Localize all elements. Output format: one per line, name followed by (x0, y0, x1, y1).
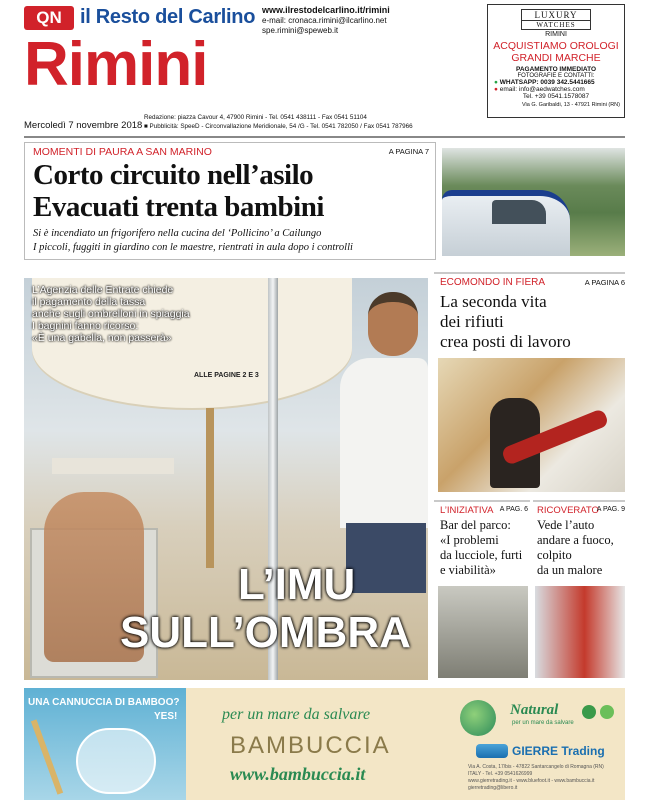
eco-badge-icon (582, 705, 596, 719)
side-story-rule (434, 272, 625, 274)
man-shirt (340, 358, 428, 528)
story-left-page-ref: A PAG. 6 (499, 506, 528, 513)
glass-icon (76, 728, 156, 794)
story-right-kicker: RICOVERATO (537, 505, 599, 516)
pubblicita-address: ■ Pubblicità: SpeeD - Circonvallazione Meridionale, 54 /G - Tel. 0541 782050 / Fax 0541 787966 (144, 123, 413, 130)
story-right-line-1: Vede l’auto (537, 518, 595, 532)
ad-brand-box (521, 9, 591, 30)
story-left-line-1: Bar del parco: (440, 518, 511, 532)
ad-mail[interactable]: gierretrading@libero.it (468, 785, 518, 791)
caption-line-3: anche sugli ombrelloni in spiaggia (32, 308, 190, 320)
ad-payment: PAGAMENTO IMMEDIATO (515, 66, 597, 73)
story-right-text (537, 518, 614, 578)
lead-headline-2: Evacuati trenta bambini (33, 191, 324, 223)
side-headline-3: crea posti di lavoro (440, 332, 571, 351)
story-left-kicker: L’INIZIATIVA (440, 505, 494, 516)
redazione-address: Redazione: piazza Cavour 4, 47900 Rimini - Tel. 0541 438111 - Fax 0541 51104 (144, 114, 367, 121)
main-photo[interactable] (24, 278, 428, 680)
main-headline-1: L’IMU (238, 560, 356, 609)
story-left-line-2: «I problemi (440, 533, 499, 547)
caption-line-4: I bagnini fanno ricorso: (32, 320, 139, 332)
photo-caption (32, 284, 190, 344)
ad-url[interactable]: www.bambuccia.it (230, 764, 366, 784)
story-left-text (440, 518, 522, 578)
story-iniziativa[interactable] (434, 500, 530, 680)
side-headline-1: La seconda vita (440, 292, 547, 311)
ad-address: Via G. Garibaldi, 13 - 47921 Rimini (RN) (521, 102, 620, 108)
eco-badge-icon-2 (600, 705, 614, 719)
lead-photo (442, 148, 625, 256)
wooden-pole (206, 408, 214, 568)
story-left-rule (434, 500, 530, 502)
ad-slogan: per un mare da salvare (222, 706, 371, 723)
qn-logo: QN (24, 6, 74, 30)
lead-page-ref: A PAGINA 7 (388, 147, 429, 156)
side-headline-2: dei rifiuti (440, 312, 504, 331)
ad-natural: Natural (510, 702, 559, 718)
ad-luxury-watches[interactable] (487, 4, 625, 118)
ad-gierre: GIERRE Trading (512, 744, 605, 758)
lead-subhead-2: I piccoli, fuggiti in giardino con le maestre, rientrati in aula dopo i controlli (33, 242, 353, 253)
email-link[interactable]: e-mail: cronaca.rimini@ilcarlino.net (262, 16, 387, 25)
lead-kicker: MOMENTI DI PAURA A SAN MARINO (33, 146, 212, 158)
lead-headline-1: Corto circuito nell’asilo (33, 159, 314, 191)
car-window (492, 200, 546, 224)
masthead (24, 6, 474, 136)
man-shorts (346, 523, 426, 593)
ad-city: RIMINI (545, 31, 567, 38)
ad-headline-1: ACQUISTIAMO OROLOGI (493, 40, 619, 52)
ad-addr-2: ITALY - Tel. +39 0541626999 (468, 771, 533, 777)
ad-brand-line1: LUXURY (534, 10, 578, 20)
story-right-line-2: andare a fuoco, (537, 533, 614, 547)
caption-line-1: L’Agenzia delle Entrate chiede (32, 284, 174, 296)
story-right-rule (533, 500, 625, 502)
ad-email: email: info@aedwatches.com (499, 86, 585, 93)
lead-story[interactable] (24, 142, 436, 260)
ad-whatsapp: WHATSAPP: 0039 342.5441665 (499, 79, 595, 86)
masthead-divider (24, 136, 625, 138)
story-ricoverato[interactable] (533, 500, 625, 680)
story-right-line-3: colpito (537, 548, 572, 562)
ad-tel: Tel. +39 0541.1578087 (522, 93, 590, 100)
side-story[interactable] (434, 272, 625, 496)
brand-name: il Resto del Carlino (80, 6, 256, 28)
ad-web[interactable]: www.gierretrading.it - www.bluefoot.it - www.bambuccia.it (468, 778, 595, 784)
story-right-page-ref: A PAG. 9 (596, 506, 625, 513)
side-photo (438, 358, 625, 492)
caption-line-5: «È una gabella, non passerà» (32, 332, 172, 344)
story-right-line-4: da un malore (537, 563, 603, 577)
globe-icon (460, 700, 496, 736)
email-link-2[interactable]: spe.rimini@speweb.it (262, 26, 339, 35)
email-icon: ● (494, 86, 498, 93)
side-kicker: ECOMONDO IN FIERA (440, 277, 546, 288)
story-left-line-4: e viabilità» (440, 563, 496, 577)
website-link[interactable]: www.ilrestodelcarlino.it/rimini (262, 5, 390, 15)
man-head (368, 292, 418, 356)
ad-headline-2: GRANDI MARCHE (511, 52, 601, 64)
story-left-photo (438, 586, 528, 678)
main-headline-2: SULL’OMBRA (120, 608, 411, 657)
ad-answer: YES! (154, 711, 178, 722)
edition-title: Rimini (24, 30, 208, 99)
side-page-ref: A PAGINA 6 (584, 278, 625, 287)
whatsapp-icon: ● (494, 79, 498, 86)
ad-brand-line2: WATCHES (522, 20, 590, 29)
edition-date: Mercoledì 7 novembre 2018 (24, 120, 143, 131)
ad-addr-1: Via A. Costa, 17/bis - 47822 Santarcangelo di Romagna (RN) (468, 764, 604, 770)
caption-line-2: il pagamento della tassa (32, 296, 146, 308)
story-right-photo (535, 586, 625, 678)
story-left-line-3: da lucciole, furti (440, 548, 523, 562)
ad-bambuccia[interactable] (24, 688, 625, 800)
main-page-ref: ALLE PAGINE 2 E 3 (194, 372, 259, 379)
ad-brand: BAMBUCCIA (230, 732, 391, 759)
ad-question: UNA CANNUCCIA DI BAMBOO? (28, 697, 180, 708)
gierre-wave-icon (476, 744, 508, 758)
lead-subhead-1: Si è incendiato un frigorifero nella cucina del ‘Pollicino’ a Cailungo (33, 228, 322, 239)
ad-natural-sub: per un mare da salvare (512, 720, 574, 726)
cabana-roof (52, 458, 174, 474)
ad-contact-heading: FOTOGRAFIE E CONTATTI: (517, 73, 595, 79)
